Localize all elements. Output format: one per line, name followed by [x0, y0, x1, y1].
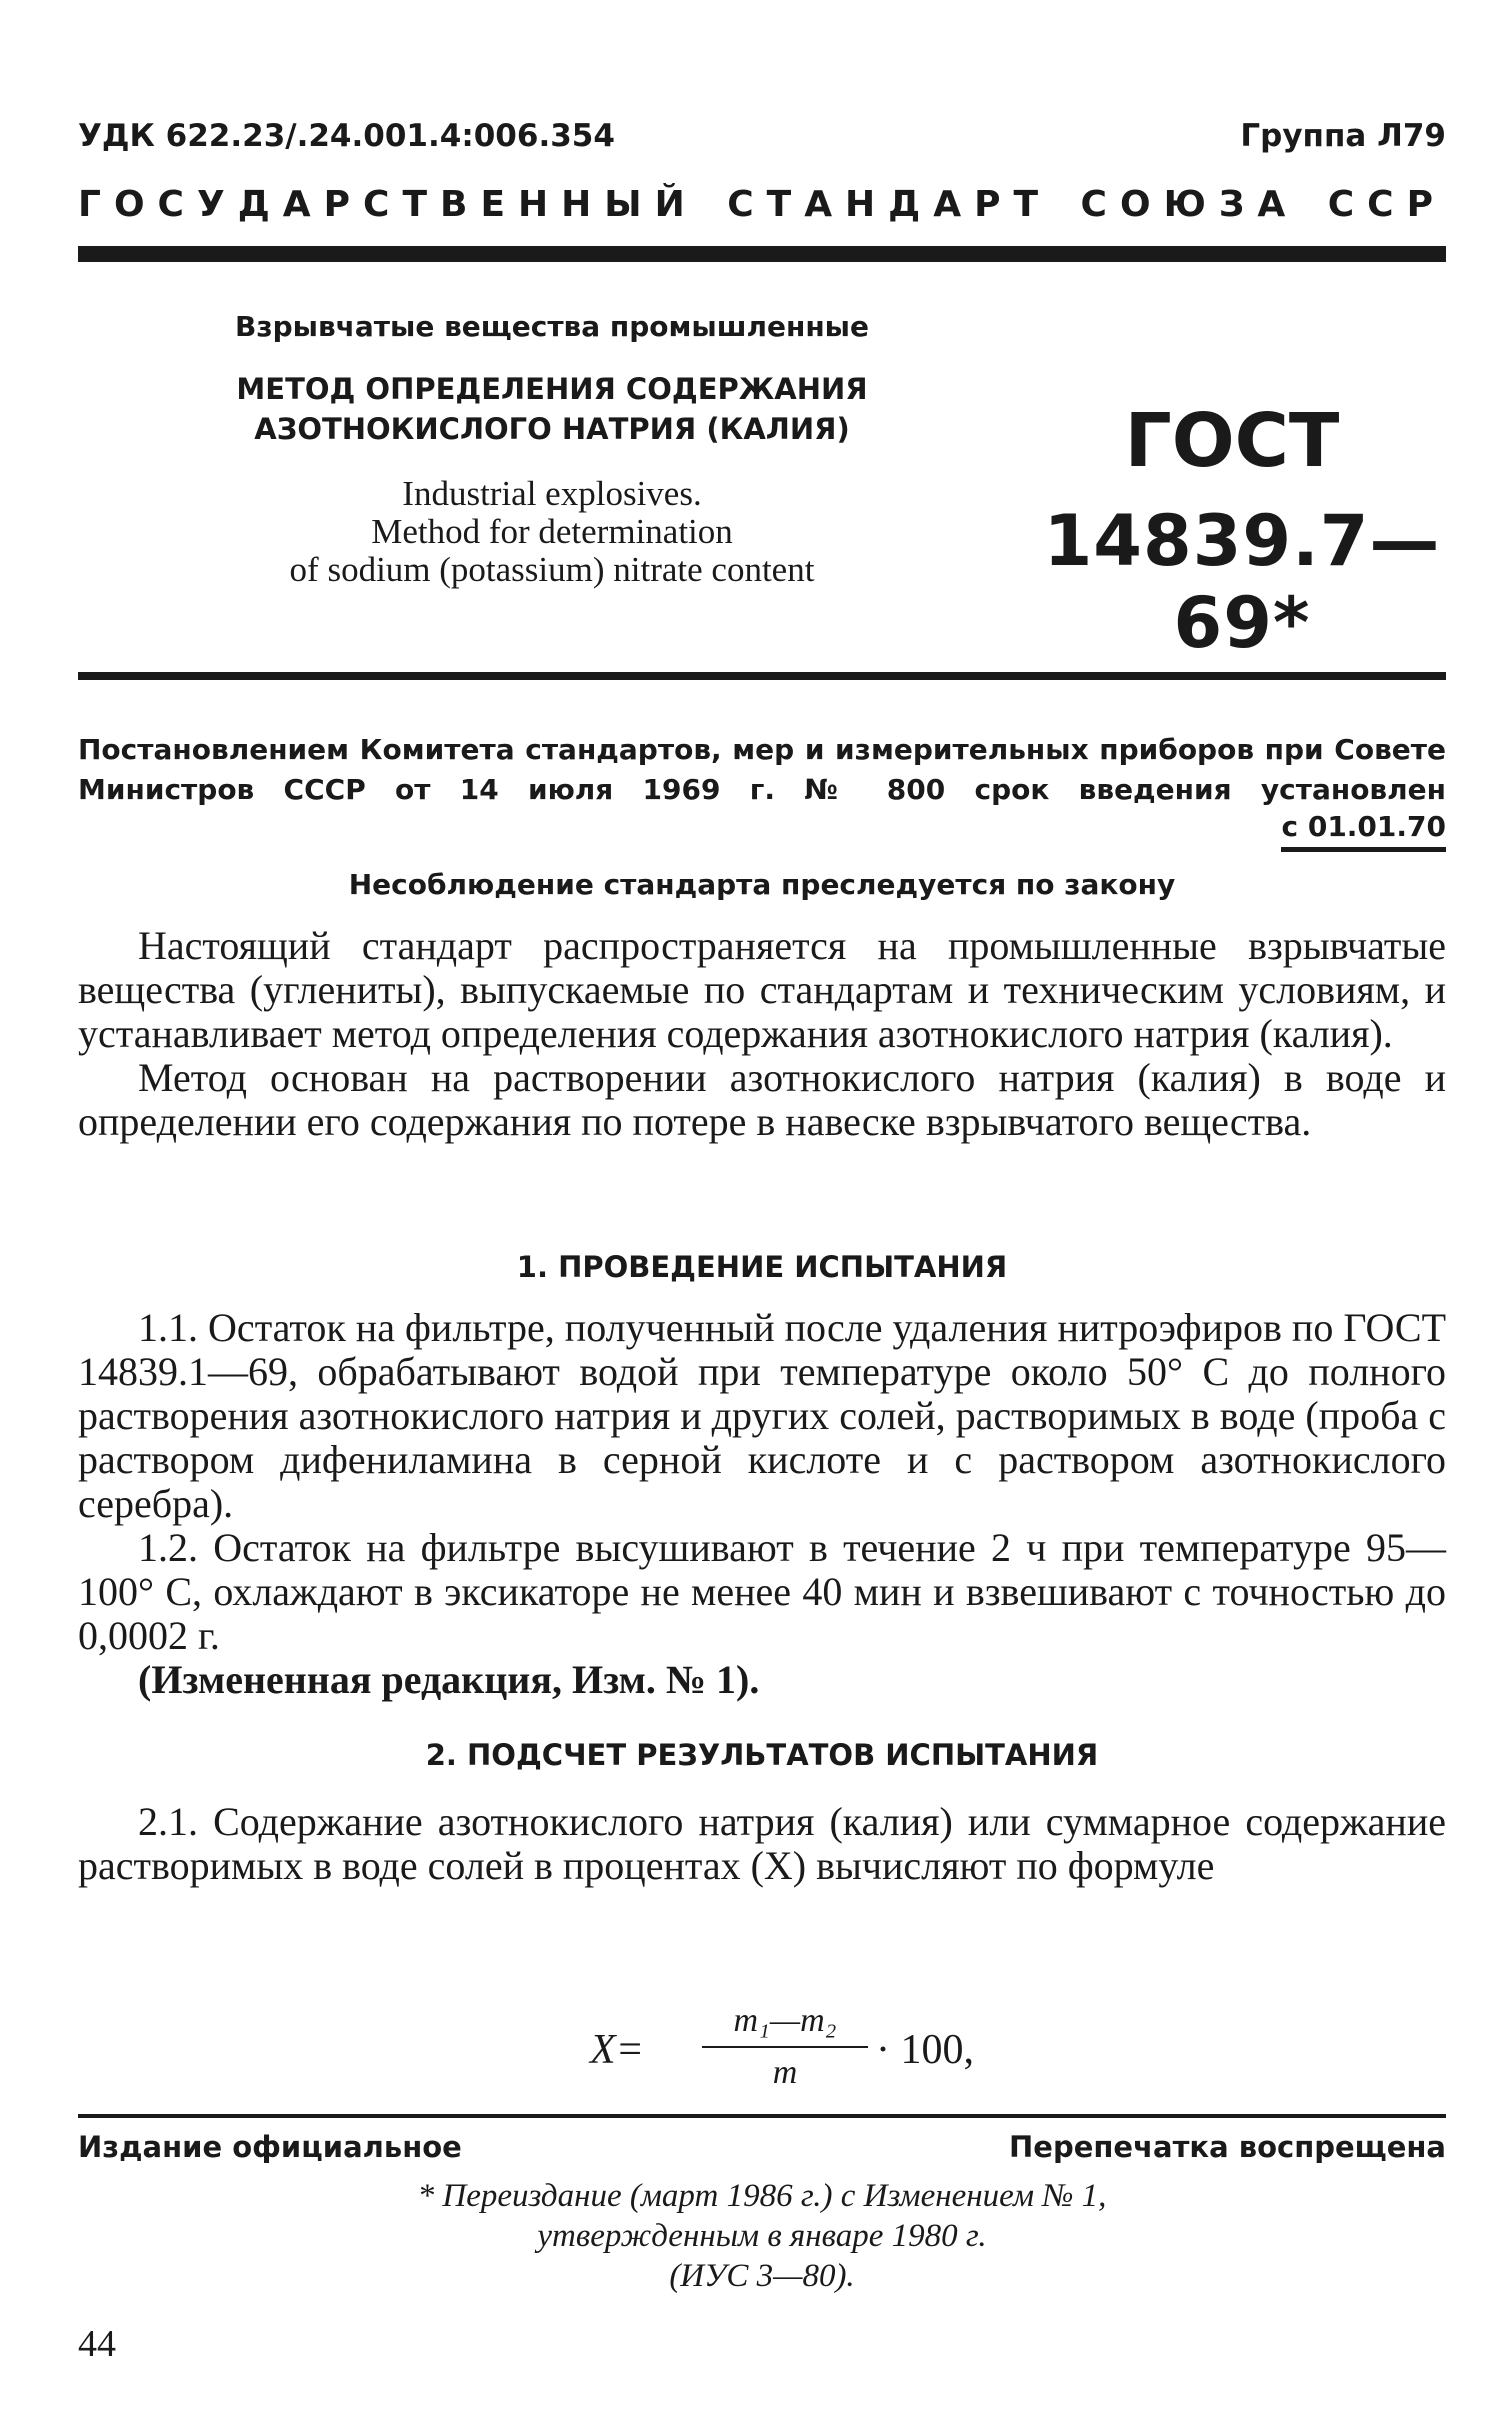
reprint-note: [78, 2176, 1446, 2296]
banner-word: ГОСУДАРСТВЕННЫЙ: [78, 184, 698, 225]
section-heading: 1. ПРОВЕДЕНИЕ ИСПЫТАНИЯ: [516, 1250, 1008, 1284]
title-main-line: МЕТОД ОПРЕДЕЛЕНИЯ СОДЕРЖАНИЯ: [236, 372, 868, 406]
section-1-body: [78, 1306, 1446, 1702]
page-number: 44: [78, 2323, 116, 2365]
decree-date: с 01.01.70: [1281, 810, 1446, 852]
title-english-line: Industrial explosives.: [402, 474, 702, 513]
intro-section: [78, 924, 1446, 1144]
title-english-line: Method for determination: [371, 512, 733, 551]
edition-note: Издание официальное: [78, 2130, 462, 2164]
title-rule: [78, 672, 1446, 680]
banner-word: ССР: [1327, 184, 1446, 225]
section-2-body: [78, 1800, 1446, 1888]
reprint-line: * Переиздание (март 1986 г.) с Изменением № 1,: [417, 2178, 1107, 2214]
formula-lhs: X=: [590, 2027, 644, 2073]
title-english: [222, 475, 882, 589]
paragraph: Настоящий стандарт распространяется на промышленные взрывчатые вещества (углениты), выпускаемые по стандартам и техническим условиям, и устанавливает метод определения содержания азотнокислого натрия (калия).: [78, 923, 1446, 1056]
title-main: [222, 369, 882, 449]
gost-number: 14839.7—69*: [1043, 500, 1441, 664]
header-rule: [78, 246, 1446, 262]
paragraph: 2.1. Содержание азотнокислого натрия (калия) или суммарное содержание растворимых в воде солей в процентах (X) вычисляют по формуле: [78, 1799, 1446, 1888]
group-code: Группа Л79: [1240, 118, 1446, 154]
title-english-line: of sodium (potassium) nitrate content: [289, 550, 815, 589]
state-standard-banner: [78, 184, 1446, 225]
title-subtitle: Взрывчатые вещества промышленные: [234, 310, 869, 343]
fraction-bar: [702, 2046, 868, 2048]
banner-word: СОЮЗА: [1080, 184, 1299, 225]
amendment-note: (Измененная редакция, Изм. № 1).: [138, 1657, 760, 1702]
legal-warning: Несоблюдение стандарта преследуется по закону: [348, 868, 1176, 901]
reprint-line: утвержденным в январе 1980 г.: [537, 2218, 987, 2254]
decree-text: Постановлением Комитета стандартов, мер и измерительных приборов при Совете Министров СССР от 14 июля 1969 г. № 800 срок введения установлен: [78, 733, 1446, 806]
title-main-line: АЗОТНОКИСЛОГО НАТРИЯ (КАЛИЯ): [254, 412, 850, 446]
formula-numerator: m₁—m₂: [733, 2002, 837, 2039]
reprint-prohibited: Перепечатка воспрещена: [1009, 2130, 1446, 2164]
section-heading: 2. ПОДСЧЕТ РЕЗУЛЬТАТОВ ИСПЫТАНИЯ: [425, 1738, 1099, 1772]
paragraph: Метод основан на растворении азотнокислого натрия (калия) в воде и определении его содержания по потере в навеске взрывчатого вещества.: [78, 1055, 1446, 1144]
gost-label: ГОСТ: [1124, 398, 1340, 484]
formula-tail: · 100,: [876, 2027, 974, 2073]
reprint-line: (ИУС 3—80).: [669, 2258, 855, 2294]
banner-word: СТАНДАРТ: [727, 184, 1052, 225]
udk-code: УДК 622.23/.24.001.4:006.354: [78, 118, 615, 154]
paragraph: 1.1. Остаток на фильтре, полученный после удаления нитроэфиров по ГОСТ 14839.1—69, обрабатывают водой при температуре около 50° С до полного растворения азотнокислого натрия и других солей, растворимых в воде (проба с раствором дифениламина в серной кислоте и с раствором азотнокислого серебра).: [78, 1305, 1446, 1526]
footer-rule: [78, 2114, 1446, 2118]
formula: [590, 2000, 1010, 2110]
paragraph: 1.2. Остаток на фильтре высушивают в течение 2 ч при температуре 95—100° С, охлаждают в эксикаторе не менее 40 мин и взвешивают с точностью до 0,0002 г.: [78, 1525, 1446, 1658]
formula-denominator: m: [772, 2054, 798, 2091]
title-block: [222, 310, 882, 589]
